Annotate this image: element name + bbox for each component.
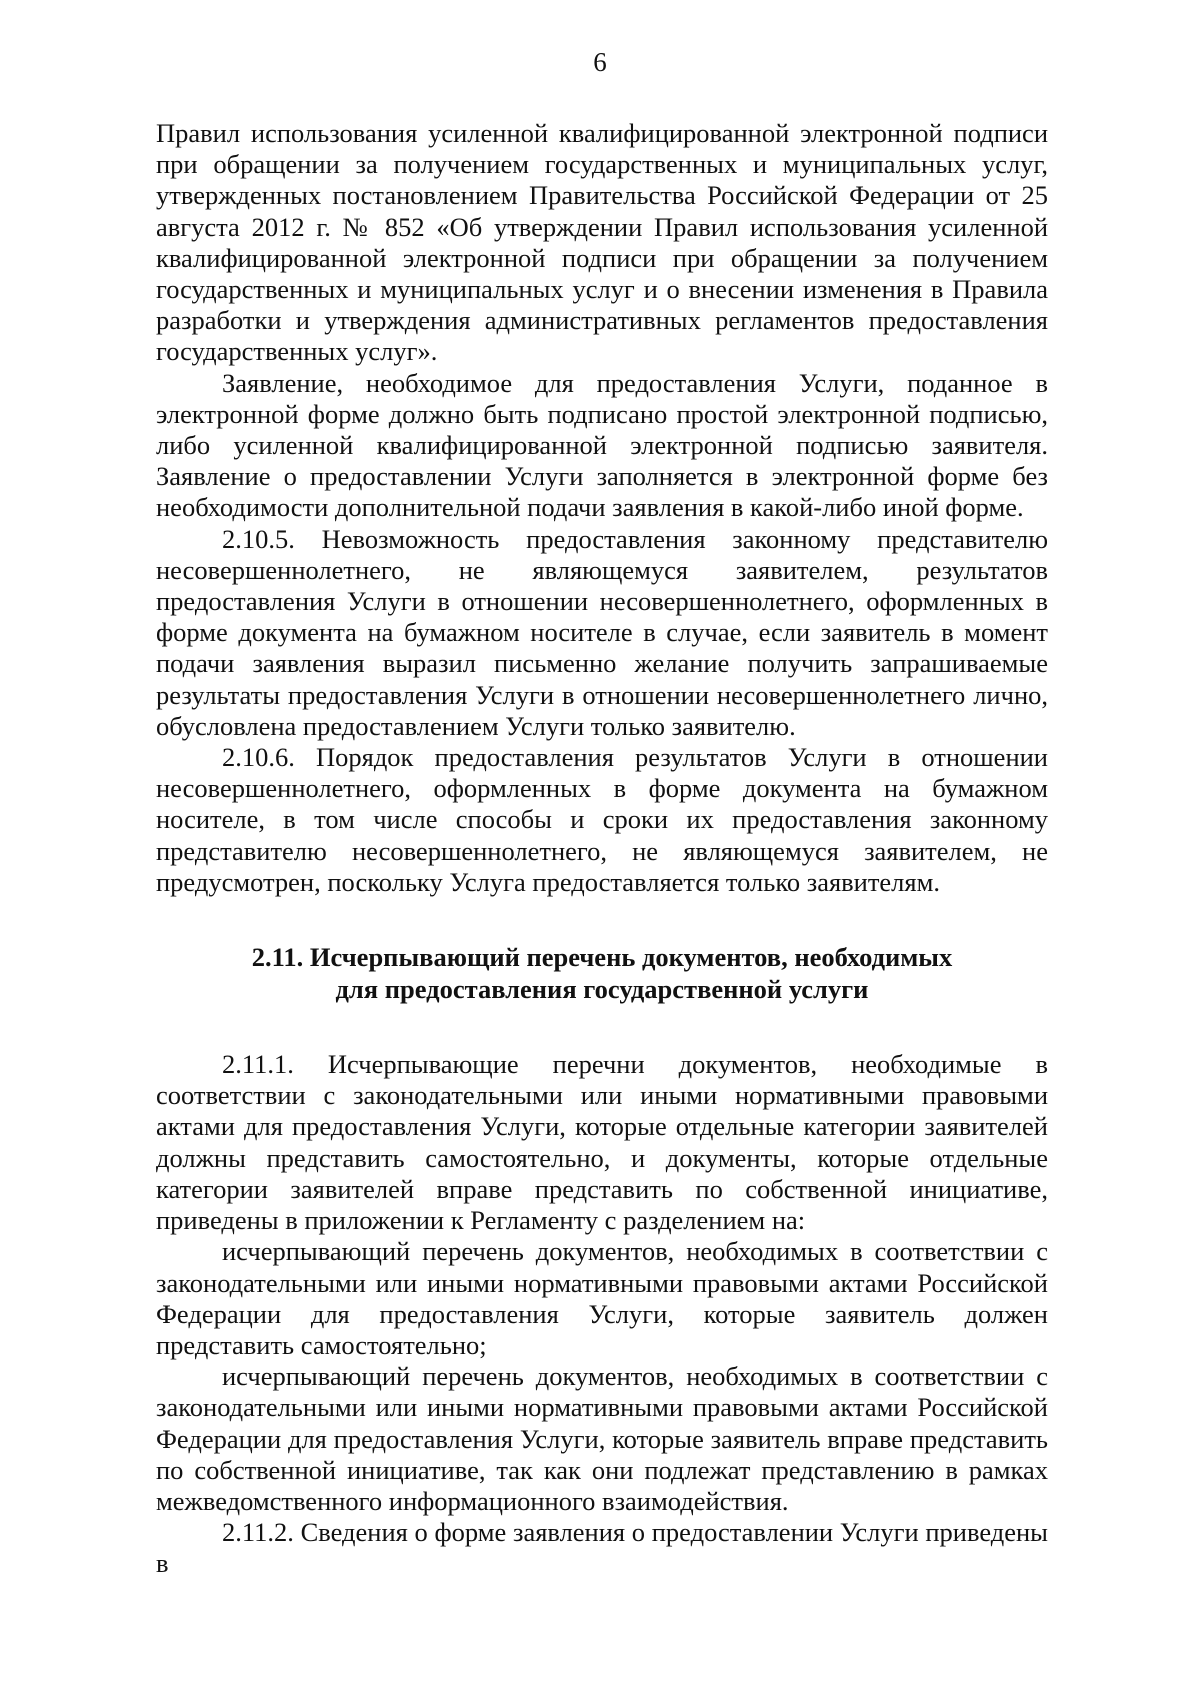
paragraph-list-item-mandatory-documents: исчерпывающий перечень документов, необходимых в соответствии с законодательными или иными нормативными правовыми актами Российской Федерации для предоставления Услуги, которые заявитель должен представить самостоятельно; [156, 1236, 1048, 1360]
paragraph-signature-rules-continuation: Правил использования усиленной квалифицированной электронной подписи при обращении за получением государственных и муниципальных услуг, утвержденных постановлением Правительства Российской Федерации от 25 августа 2012 г. № 852 «Об утверждении Правил использования усиленной квалифицированной электронной подписи при обращении за получением государственных и муниципальных услуг и о внесении изменения в Правила разработки и утверждения административных регламентов предоставления государственных услуг». [156, 118, 1048, 367]
section-heading-2-11 [156, 942, 1048, 1005]
paragraph-2-10-5: 2.10.5. Невозможность предоставления законному представителю несовершеннолетнего, не являющемуся заявителем, результатов предоставления Услуги в отношении несовершеннолетнего, оформленных в форме документа на бумажном носителе в случае, если заявитель в момент подачи заявления выразил письменно желание получить запрашиваемые результаты предоставления Услуги в отношении несовершеннолетнего лично, обусловлена предоставлением Услуги только заявителю. [156, 523, 1048, 741]
paragraph-list-item-optional-documents: исчерпывающий перечень документов, необходимых в соответствии с законодательными или иными нормативными правовыми актами Российской Федерации для предоставления Услуги, которые заявитель вправе представить по собственной инициативе, так как они подлежат представлению в рамках межведомственного информационного взаимодействия. [156, 1361, 1048, 1516]
paragraph-2-11-1: 2.11.1. Исчерпывающие перечни документов, необходимые в соответствии с законодательными или иными нормативными правовыми актами для предоставления Услуги, которые отдельные категории заявителей должны представить самостоятельно, и документы, которые отдельные категории заявителей вправе представить по собственной инициативе, приведены в приложении к Регламенту с разделением на: [156, 1049, 1048, 1236]
document-body [156, 118, 1048, 1580]
paragraph-electronic-application: Заявление, необходимое для предоставления Услуги, поданное в электронной форме должно быть подписано простой электронной подписью, либо усиленной квалифицированной электронной подписью заявителя. Заявление о предоставлении Услуги заполняется в электронной форме без необходимости дополнительной подачи заявления в какой-либо иной форме. [156, 367, 1048, 523]
page-number: 6 [593, 47, 607, 77]
section-heading-line-1: 2.11. Исчерпывающий перечень документов, необходимых [251, 942, 953, 973]
section-heading-line-2: для предоставления государственной услуги [335, 973, 869, 1004]
paragraph-2-11-2: 2.11.2. Сведения о форме заявления о предоставлении Услуги приведены в [156, 1517, 1048, 1579]
paragraph-2-10-6: 2.10.6. Порядок предоставления результатов Услуги в отношении несовершеннолетнего, оформленных в форме документа на бумажном носителе, в том числе способы и сроки их предоставления законному представителю несовершеннолетнего, не являющемуся заявителем, не предусмотрен, поскольку Услуга предоставляется только заявителям. [156, 742, 1048, 897]
